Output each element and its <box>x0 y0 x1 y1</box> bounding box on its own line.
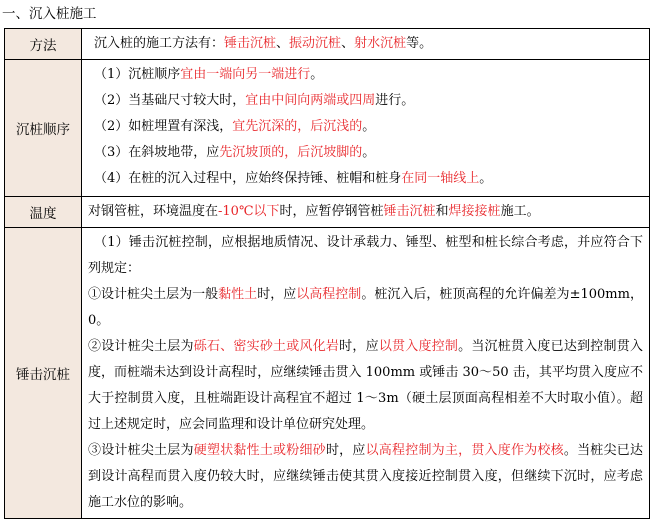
order-highlight: 宜由中间向两端或四周 <box>245 93 376 108</box>
rule-highlight: 硬塑状黏性土或粉细砂 <box>193 443 326 458</box>
order-content <box>82 60 650 197</box>
highlight-hammer-driving: 锤击沉桩 <box>383 204 436 219</box>
hammer-rule-1: ①设计桩尖土层为一般黏性土时，应以高程控制。桩沉入后，桩顶高程的允许偏差为±100mm，0。 <box>88 287 643 328</box>
highlight-vibration-driving: 振动沉桩 <box>289 36 342 51</box>
row-label-order: 沉桩顺序 <box>5 60 82 197</box>
method-content <box>82 29 650 60</box>
highlight-welding-splice: 焊接接桩 <box>448 204 501 219</box>
rule-highlight: 以贯入度控制 <box>378 339 459 354</box>
order-highlight: 宜由一端向另一端进行 <box>180 67 311 82</box>
rule-highlight: 黏性土 <box>218 287 258 302</box>
hammer-rule-2: ②设计桩尖土层为砾石、密实砂土或风化岩时，应以贯入度控制。当沉桩贯入度已达到控制贯入度，而桩端未达到设计高程时，应继续锤击贯入 100mm 或锤击 30～50 击，其平均贯入度应不大于控制贯入度，且桩端距设计高程宜不超过 1～3m（硬土层顶面高程相差不大时取小值）。超过上述规定时，应会同监理和设计单位研究处理。 <box>88 339 643 432</box>
row-label-method: 方法 <box>5 29 82 60</box>
order-item: （2）当基础尺寸较大时，宜由中间向两端或四周进行。 <box>94 93 415 108</box>
row-label-temperature: 温度 <box>5 197 82 228</box>
order-item: （4）在桩的沉入过程中，应始终保持锤、桩帽和桩身在同一轴线上。 <box>94 171 493 186</box>
order-item: （3）在斜坡地带，应先沉坡顶的，后沉坡脚的。 <box>94 145 376 160</box>
table-row-order <box>5 60 650 197</box>
rule-highlight: 砾石、密实砂土或风化岩 <box>193 339 340 354</box>
rule-highlight: 以高程控制为主，贯入度作为校核 <box>365 443 564 458</box>
order-highlight: 宜先沉深的，后沉浅的 <box>232 119 363 134</box>
temperature-text: 对钢管桩，环境温度在-10℃以下时，应暂停钢管桩锤击沉桩和焊接接桩施工。 <box>88 204 540 219</box>
table-row-hammer <box>5 228 650 519</box>
hammer-intro: （1）锤击沉桩控制，应根据地质情况、设计承载力、锤型、桩型和桩长综合考虑，并应符合下列规定： <box>88 235 643 276</box>
highlight-water-jet-driving: 射水沉桩 <box>354 36 407 51</box>
order-item: （2）如桩埋置有深浅，宜先沉深的，后沉浅的。 <box>94 119 376 134</box>
method-text: 沉入桩的施工方法有：锤击沉桩、振动沉桩、射水沉桩等。 <box>94 36 433 51</box>
pile-construction-table <box>4 28 650 519</box>
order-highlight: 在同一轴线上 <box>401 171 480 186</box>
order-item: （1）沉桩顺序宜由一端向另一端进行。 <box>94 67 324 82</box>
highlight-hammer-driving: 锤击沉桩 <box>224 36 277 51</box>
highlight-temperature: -10℃以下 <box>218 204 280 219</box>
temperature-content <box>82 197 650 228</box>
table-row-temperature <box>5 197 650 228</box>
hammer-content <box>82 228 650 519</box>
row-label-hammer: 锤击沉桩 <box>5 228 82 519</box>
table-row-method <box>5 29 650 60</box>
rule-highlight: 以高程控制 <box>296 287 362 302</box>
section-title: 一、沉入桩施工 <box>2 6 97 22</box>
hammer-rule-3: ③设计桩尖土层为硬塑状黏性土或粉细砂时，应以高程控制为主，贯入度作为校核。当桩尖已达到设计高程而贯入度仍较大时，应继续锤击使其贯入度接近控制贯入度，但继续下沉时，应考虑施工水位的影响。 <box>88 443 643 510</box>
order-highlight: 先沉坡顶的，后沉坡脚的 <box>219 145 363 160</box>
